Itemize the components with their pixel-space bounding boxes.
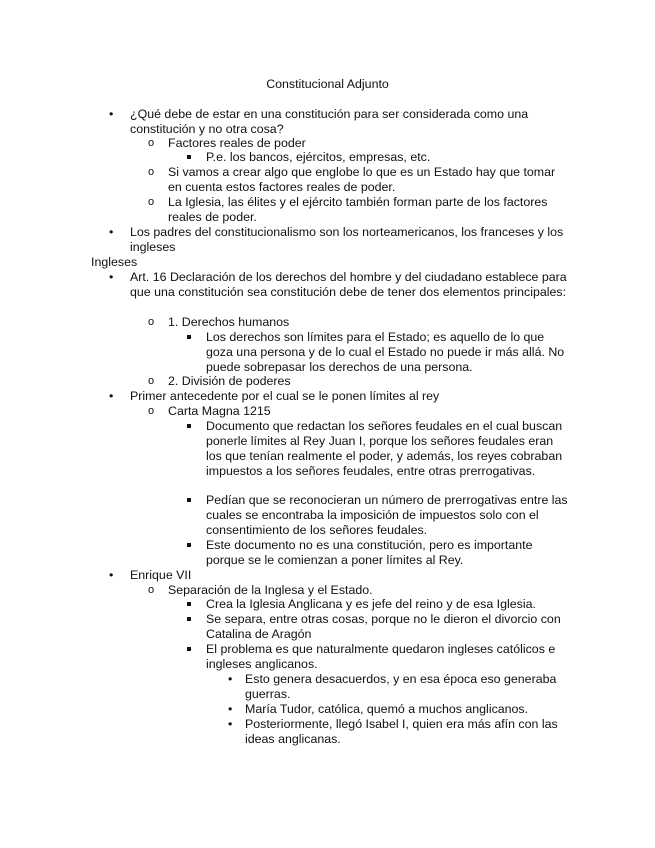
square-bullet-shape (187, 617, 191, 621)
list-item-text: La Iglesia, las élites y el ejército también forman parte de los factores reales de poder. (168, 195, 548, 224)
list-item-text: Pedían que se reconocieran un número de prerrogativas entre las cuales se encontraba la imposición de impuestos solo con el consentimiento de los señores feudales. (206, 493, 568, 537)
list-item-text: Primer antecedente por el cual se le ponen límites al rey (130, 389, 440, 403)
circle-bullet-icon: o (148, 137, 155, 149)
square-bullet-shape (187, 602, 191, 606)
list-item-text: P.e. los bancos, ejércitos, empresas, etc. (206, 150, 431, 164)
square-bullet-shape (187, 335, 191, 339)
list-item-text: Factores reales de poder (168, 136, 306, 150)
circle-bullet-icon: o (148, 166, 155, 178)
list-item-text: El problema es que naturalmente quedaron ingleses católicos e ingleses anglicanos. (206, 642, 556, 671)
disc-bullet-icon: • (109, 568, 114, 582)
list-item-text: Los derechos son límites para el Estado; es aquello de lo que goza una persona y de lo cual el Estado no puede ir más allá. No puede sobrepasar los derechos de una persona. (206, 330, 565, 374)
list-item-text: Documento que redactan los señores feudales en el cual buscan ponerle límites al Rey Juan I, porque los señores feudales eran los que tenían realmente el poder, y además, los reyes cobraban impuestos a los señores feudales, entre otras prerrogativas. (206, 419, 563, 478)
list-item-text: Si vamos a crear algo que englobe lo que es un Estado hay que tomar en cuenta estos factores reales de poder. (168, 165, 556, 194)
list-item-text: Se separa, entre otras cosas, porque no le dieron el divorcio con Catalina de Aragón (206, 612, 561, 641)
circle-bullet-icon: o (148, 375, 155, 387)
list-item-text: ¿Qué debe de estar en una constitución para ser considerada como una constitución y no otra cosa? (130, 107, 529, 136)
list-item-text: Crea la Iglesia Anglicana y es jefe del reino y de esa Iglesia. (206, 597, 536, 611)
document-title: Constitucional Adjunto (266, 77, 389, 91)
square-bullet-shape (187, 543, 191, 547)
square-bullet-shape (187, 155, 191, 159)
list-item-text: Esto genera desacuerdos, y en esa época eso generaba guerras. (245, 672, 557, 701)
circle-bullet-icon: o (148, 316, 155, 328)
list-item-text: Art. 16 Declaración de los derechos del hombre y del ciudadano establece para que una constitución sea constitución debe de tener dos elementos principales: (130, 270, 567, 299)
disc-bullet-icon: • (109, 225, 114, 239)
square-bullet-shape (187, 498, 191, 502)
disc-bullet-icon: • (109, 270, 114, 284)
square-bullet-shape (187, 424, 191, 428)
list-item-text: Separación de la Inglesa y el Estado. (168, 583, 373, 597)
list-item-text: Carta Magna 1215 (168, 404, 271, 418)
square-bullet-shape (187, 647, 191, 651)
list-item-text: 1. Derechos humanos (168, 315, 290, 329)
disc-bullet-icon: • (228, 702, 233, 716)
circle-bullet-icon: o (148, 405, 155, 417)
disc-bullet-icon: • (109, 389, 114, 403)
disc-bullet-icon: • (109, 107, 114, 121)
list-item-text: Posteriormente, llegó Isabel I, quien era más afín con las ideas anglicanas. (245, 717, 558, 746)
list-item-text: María Tudor, católica, quemó a muchos anglicanos. (245, 702, 529, 716)
list-item-text: Enrique VII (130, 568, 192, 582)
disc-bullet-icon: • (228, 717, 233, 731)
list-item-text: Los padres del constitucionalismo son los norteamericanos, los franceses y los ingleses (130, 225, 564, 254)
list-item-text: Este documento no es una constitución, pero es importante porque se le comienzan a poner límites al Rey. (206, 538, 533, 567)
list-item-text: 2. División de poderes (168, 374, 291, 388)
circle-bullet-icon: o (148, 196, 155, 208)
section-heading: Ingleses (91, 255, 138, 269)
disc-bullet-icon: • (228, 672, 233, 686)
circle-bullet-icon: o (148, 584, 155, 596)
